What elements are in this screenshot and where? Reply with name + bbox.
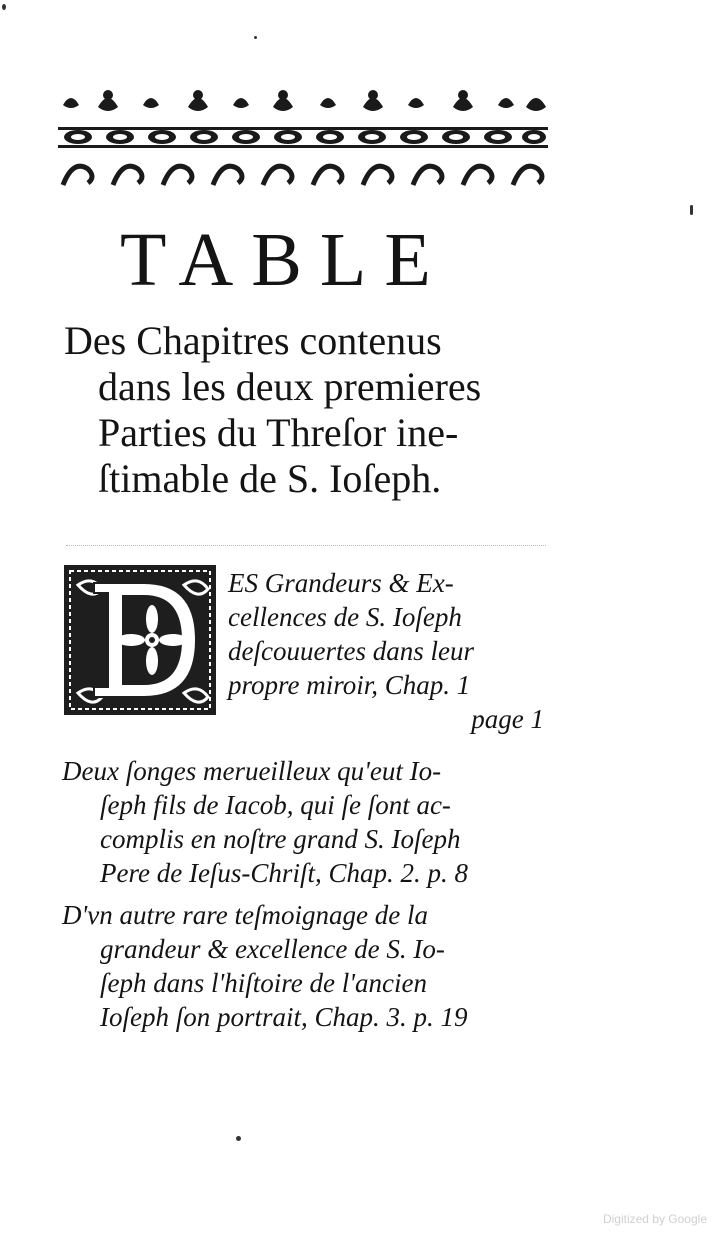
- entry-line: propre miroir, Chap. 1: [228, 670, 471, 700]
- digitized-watermark: Digitized by Google: [602, 1212, 707, 1226]
- entry-line: D'vn autre rare teſmoignage de la: [62, 900, 428, 930]
- divider: [66, 545, 546, 548]
- toc-entry: [62, 898, 552, 1034]
- subtitle-block: [64, 318, 544, 502]
- entry-line: ſeph dans l'hiſtoire de l'ancien: [100, 968, 427, 998]
- entry-line: grandeur & excellence de S. Io-: [100, 934, 445, 964]
- ink-speck: [254, 36, 257, 39]
- decorated-initial-d: [64, 565, 216, 715]
- page-reference: page 1: [471, 704, 544, 734]
- subtitle-line: ſtimable de S. Ioſeph.: [98, 456, 442, 501]
- ink-speck: [690, 205, 693, 215]
- entry-line: ES Grandeurs & Ex-: [228, 568, 454, 598]
- ink-speck: [236, 1136, 241, 1141]
- ink-speck: [2, 4, 6, 10]
- subtitle-line: dans les deux premieres: [98, 364, 482, 409]
- scroll-row-bottom: [63, 166, 542, 185]
- entry-line: cellences de S. Ioſeph: [228, 602, 462, 632]
- subtitle-line: Des Chapitres contenus: [64, 318, 442, 363]
- entry-line: Pere de Ieſus-Chriſt, Chap. 2. p. 8: [100, 858, 468, 888]
- fleuron-row-top: [63, 90, 546, 111]
- ornamental-header-band: [58, 85, 548, 195]
- entry-line: complis en noſtre grand S. Ioſeph: [100, 824, 461, 854]
- entry-line: ſeph fils de Iacob, qui ſe ſont ac-: [100, 790, 451, 820]
- toc-entry: [228, 566, 548, 736]
- entry-line: deſcouuertes dans leur: [228, 636, 474, 666]
- entry-line: Ioſeph ſon portrait, Chap. 3. p. 19: [100, 1002, 468, 1032]
- toc-entry: [62, 754, 552, 890]
- entry-line: Deux ſonges merueilleux qu'eut Io-: [62, 756, 442, 786]
- knot-band-middle: [58, 127, 548, 148]
- subtitle-line: Parties du Threſor ine-: [98, 410, 459, 455]
- page-title: TABLE: [120, 218, 449, 302]
